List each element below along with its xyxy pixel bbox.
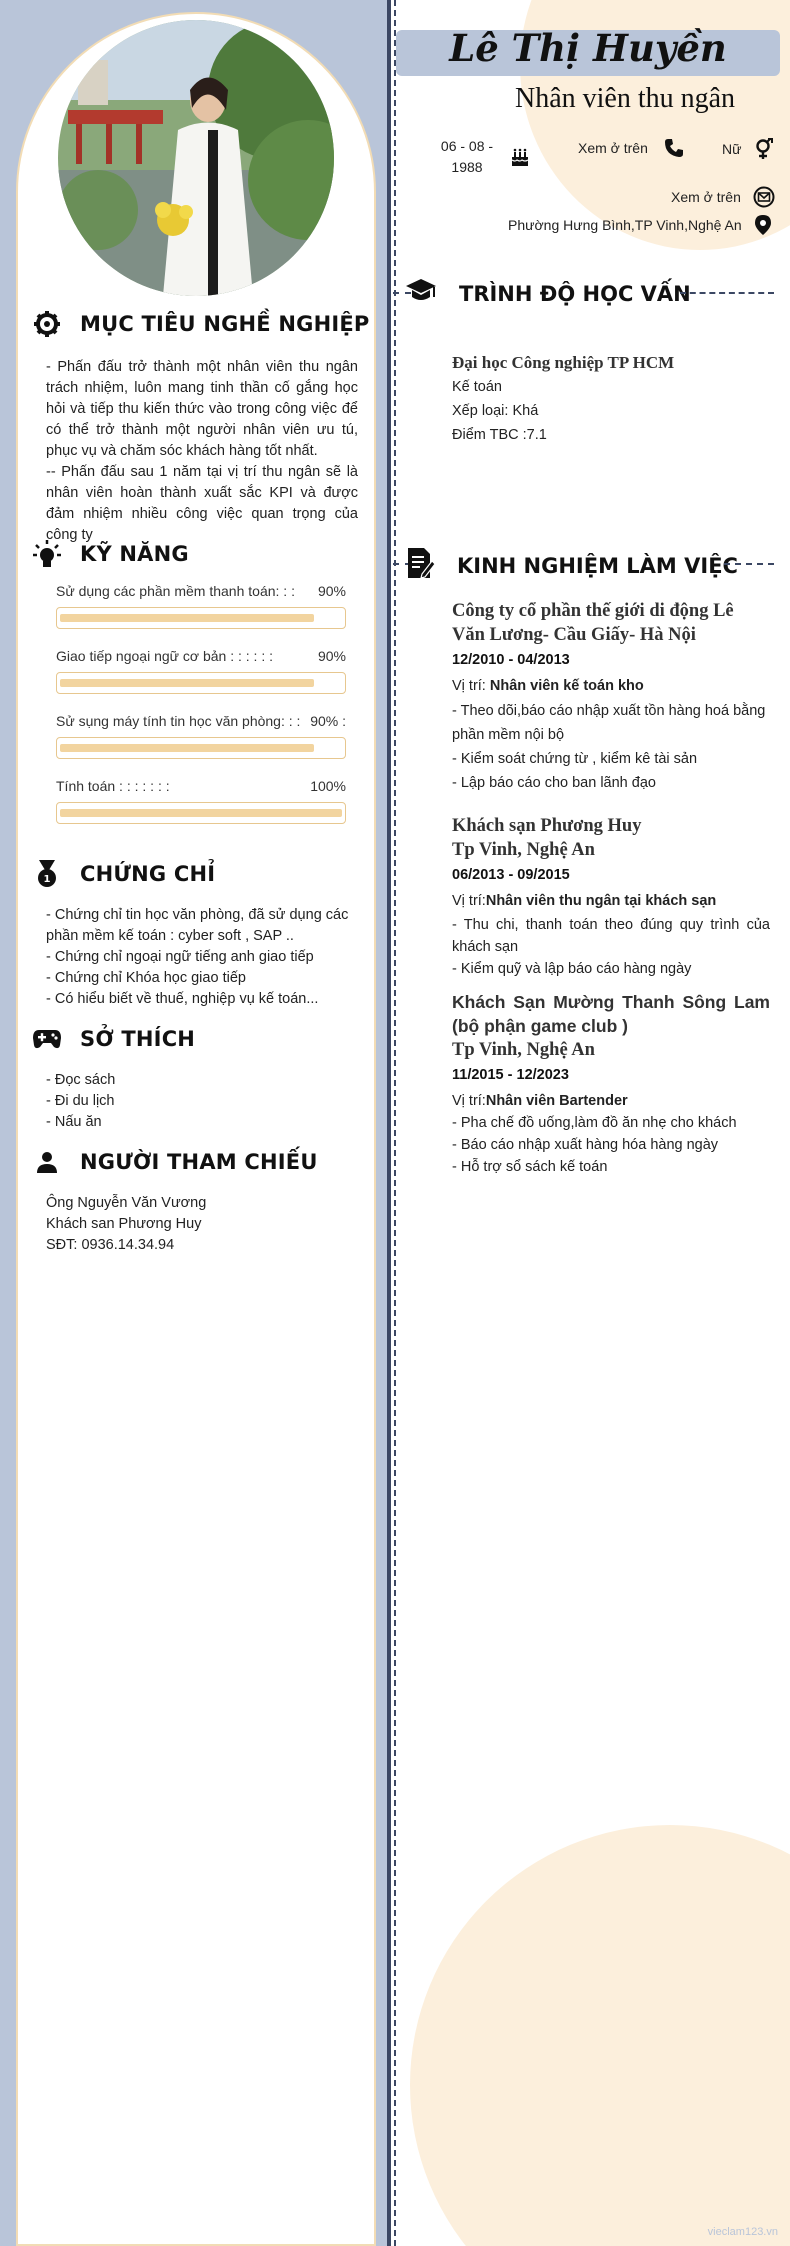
- education-gpa: Điểm TBC :7.1: [452, 427, 547, 443]
- job-position-label: Vị trí:: [452, 893, 486, 909]
- skill-item: [56, 583, 346, 629]
- job-company: Công ty cổ phần thế giới di động Lê Văn Lương- Cầu Giấy- Hà Nội: [452, 601, 734, 645]
- job-position-label: Vị trí:: [452, 678, 490, 694]
- svg-text:1: 1: [43, 874, 51, 885]
- job-position: Nhân viên Bartender: [485, 1093, 628, 1109]
- job-duty: - Lập báo cáo cho ban lãnh đạo: [452, 775, 656, 791]
- cake-icon: [510, 147, 530, 167]
- gamepad-icon: [32, 1024, 62, 1054]
- candidate-name: Lê Thị Huyền: [449, 26, 727, 70]
- experience-title: KINH NGHIỆM LÀM VIỆC: [457, 553, 738, 578]
- job-dates: 11/2015 - 12/2023: [452, 1067, 569, 1083]
- skill-bar-fill: [60, 809, 342, 817]
- education-dash-right: [680, 292, 774, 294]
- decor-circle-bottom: [410, 1825, 790, 2246]
- certificate-item: - Chứng chỉ tin học văn phòng, đã sử dụng các phần mềm kế toán : cyber soft , SAP ..: [46, 907, 349, 944]
- hobbies-title: SỞ THÍCH: [80, 1027, 196, 1051]
- hobby-item: - Đi du lịch: [46, 1093, 115, 1109]
- job-position: Nhân viên thu ngân tại khách sạn: [485, 893, 717, 909]
- job-dates: 06/2013 - 09/2015: [452, 867, 570, 883]
- education-details: [452, 351, 770, 447]
- job-duty: - Thu chi, thanh toán theo đúng quy trình của khách sạn: [452, 917, 770, 955]
- medal-icon: [32, 859, 62, 889]
- reference-company: Khách san Phương Huy: [46, 1216, 202, 1232]
- gender-value: Nữ: [722, 141, 742, 157]
- job-company: Khách Sạn Mường Thanh Sông Lam (bộ phận game club ): [452, 992, 770, 1036]
- profile-photo: [58, 20, 334, 296]
- phone-icon: [664, 138, 684, 158]
- hobbies-list: [46, 1070, 358, 1133]
- skill-bar: [56, 607, 346, 629]
- job-position-line: [452, 675, 770, 697]
- column-divider: [387, 0, 391, 2246]
- job-title: Nhân viên thu ngân: [514, 83, 736, 114]
- watermark: vieclam123.vn: [707, 2226, 778, 2238]
- objective-paragraph-1: - Phấn đấu trở thành một nhân viên thu ngân trách nhiệm, luôn mang tinh thần cố gắng học hỏi và tiếp thu kiến thức vào trong công việc để có thể trở thành một người nhân viên ưu tú, phục vụ và chăm sóc khách hàng tốt nhất.: [46, 359, 358, 459]
- skill-label: Tính toán : : : : : : :: [56, 778, 170, 794]
- experience-dash-right: [724, 563, 774, 565]
- experience-job: [452, 990, 770, 1178]
- education-header: [405, 277, 691, 310]
- hobby-item: - Nấu ăn: [46, 1114, 102, 1130]
- email-value: Xem ở trên: [671, 189, 741, 205]
- reference-details: [46, 1193, 358, 1256]
- address-info: [508, 214, 772, 236]
- skill-label: Sử sụng máy tính tin học văn phòng: : :: [56, 713, 301, 729]
- job-duty: - Kiểm soát chứng từ , kiểm kê tài sản: [452, 751, 698, 767]
- objective-header: [32, 309, 370, 339]
- objective-paragraph-2: -- Phấn đấu sau 1 năm tại vị trí thu ngân sẽ là nhân viên hoàn thành xuất sắc KPI và được đảm nhiệm nhiều công việc quan trọng của công ty: [46, 464, 358, 543]
- reference-header: [32, 1147, 318, 1177]
- job-position-line: [452, 890, 770, 912]
- job-position-label: Vị trí:: [452, 1093, 486, 1109]
- certificates-title: CHỨNG CHỈ: [80, 862, 216, 886]
- certificate-item: - Chứng chỉ Khóa học giao tiếp: [46, 970, 246, 986]
- skill-item: [56, 778, 346, 824]
- skill-label: Sử dụng các phần mềm thanh toán: : :: [56, 583, 295, 599]
- phone-info: [578, 138, 684, 158]
- certificates-list: [46, 905, 358, 1010]
- job-duty: - Pha chế đồ uống,làm đồ ăn nhẹ cho khách: [452, 1115, 737, 1131]
- column-divider-dashed: [394, 0, 396, 2246]
- email-info: [671, 186, 775, 208]
- job-duty: - Hỗ trợ sổ sách kế toán: [452, 1159, 608, 1175]
- skill-item: [56, 713, 346, 759]
- objective-title: MỤC TIÊU NGHỀ NGHIỆP: [80, 312, 370, 336]
- phone-value: Xem ở trên: [578, 140, 648, 156]
- dob-value: 06 - 08 - 1988: [440, 138, 494, 175]
- objective-text: [46, 357, 358, 546]
- experience-header: [405, 547, 738, 584]
- email-icon: [753, 186, 775, 208]
- education-major: Kế toán: [452, 379, 502, 395]
- skills-header: [32, 539, 189, 569]
- skill-bar-fill: [60, 614, 314, 622]
- skill-percent: 90% :: [310, 713, 346, 729]
- education-grade: Xếp loại: Khá: [452, 403, 539, 419]
- job-location: Tp Vinh, Nghệ An: [452, 840, 595, 860]
- location-pin-icon: [754, 214, 772, 236]
- document-edit-icon: [405, 547, 435, 584]
- reference-phone: SĐT: 0936.14.34.94: [46, 1237, 175, 1253]
- skill-percent: 100%: [310, 778, 346, 794]
- dob-info: [434, 136, 530, 178]
- gender-info: [722, 138, 773, 160]
- certificate-item: - Chứng chỉ ngoại ngữ tiếng anh giao tiếp: [46, 949, 314, 965]
- job-location: Tp Vinh, Nghệ An: [452, 1040, 595, 1060]
- certificate-item: - Có hiểu biết về thuế, nghiệp vụ kế toán...: [46, 991, 319, 1007]
- experience-job: [452, 814, 770, 980]
- education-school: Đại học Công nghiệp TP HCM: [452, 353, 675, 372]
- job-duty: - Theo dõi,báo cáo nhập xuất tồn hàng hoá bằng phần mềm nội bộ: [452, 703, 766, 743]
- skill-bar: [56, 737, 346, 759]
- lightbulb-icon: [32, 539, 62, 569]
- hobby-item: - Đọc sách: [46, 1072, 116, 1088]
- reference-name: Ông Nguyễn Văn Vương: [46, 1195, 207, 1211]
- person-icon: [32, 1147, 62, 1177]
- job-dates: 12/2010 - 04/2013: [452, 652, 570, 668]
- job-company: Khách sạn Phương Huy: [452, 816, 642, 836]
- skill-bar: [56, 802, 346, 824]
- hobbies-header: [32, 1024, 195, 1054]
- skill-percent: 90%: [317, 648, 346, 664]
- skill-bar: [56, 672, 346, 694]
- experience-job: [452, 599, 770, 795]
- job-position: Nhân viên kế toán kho: [489, 678, 644, 694]
- job-position-line: [452, 1090, 770, 1112]
- gear-icon: [32, 309, 62, 339]
- skills-title: KỸ NĂNG: [80, 542, 189, 566]
- gender-icon: [755, 138, 773, 160]
- skill-percent: 90%: [317, 583, 346, 599]
- skill-label: Giao tiếp ngoại ngữ cơ bản : : : : : :: [56, 648, 274, 664]
- education-title: TRÌNH ĐỘ HỌC VẤN: [459, 281, 691, 306]
- reference-title: NGƯỜI THAM CHIẾU: [80, 1150, 318, 1174]
- graduation-cap-icon: [405, 277, 437, 310]
- job-duty: - Báo cáo nhập xuất hàng hóa hàng ngày: [452, 1137, 719, 1153]
- skill-bar-fill: [60, 744, 314, 752]
- skill-bar-fill: [60, 679, 314, 687]
- job-duty: - Kiểm quỹ và lập báo cáo hàng ngày: [452, 961, 692, 977]
- skill-item: [56, 648, 346, 694]
- certificates-header: [32, 859, 215, 889]
- address-value: Phường Hưng Bình,TP Vinh,Nghệ An: [508, 217, 742, 233]
